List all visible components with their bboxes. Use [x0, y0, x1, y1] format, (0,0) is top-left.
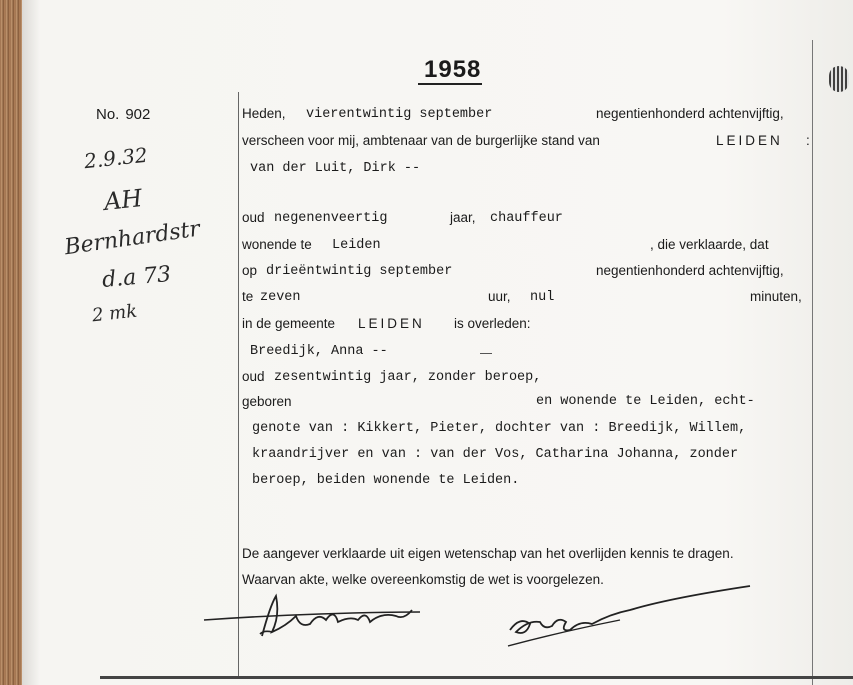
declarant-age: negenenveertig [274, 211, 388, 226]
margin-note-date: 2.9.32 [82, 142, 149, 174]
minuten-label: minuten, [750, 289, 802, 304]
margin-note-street: Bernhardstr [62, 216, 202, 261]
wonende-label: wonende te [242, 237, 312, 252]
margin-note-number: d.a 73 [101, 262, 173, 293]
book-edge [0, 0, 24, 685]
verklaarde-text: , die verklaarde, dat [650, 237, 769, 252]
detail-line-1: genote van : Kikkert, Pieter, dochter van : Breedijk, Willem, [252, 421, 747, 436]
gemeente-label: in de gemeente [242, 316, 336, 331]
declarant-signature [200, 586, 430, 646]
closing-statement-1: De aangever verklaarde uit eigen wetenschap van het overlijden kennis te dragen. [242, 546, 734, 561]
gemeente-city: LEIDEN [358, 316, 425, 331]
city-colon: : [806, 133, 810, 148]
oud-label-2: oud [242, 369, 265, 384]
filler-dash [480, 353, 492, 354]
death-hour: zeven [260, 290, 301, 305]
en-wonende-text: en wonende te Leiden, echt- [536, 394, 755, 409]
official-signature [500, 580, 760, 650]
bottom-rule [100, 676, 853, 679]
te-label: te [242, 289, 254, 304]
record-number [96, 106, 150, 123]
op-label: op [242, 263, 258, 278]
record-number-value: 902 [125, 106, 151, 123]
margin-note-extra: 2 mk [91, 300, 139, 327]
deceased-details: zesentwintig jaar, zonder beroep, [274, 370, 542, 385]
register-year: 1958 [424, 56, 482, 83]
right-margin-rule [812, 40, 813, 685]
verscheen-text: verscheen voor mij, ambtenaar van de burgerlijke stand van [242, 133, 600, 148]
overleden-label: is overleden: [454, 316, 531, 331]
year-underline [418, 83, 482, 85]
geboren-label: geboren [242, 394, 292, 409]
death-date: drieëntwintig september [266, 264, 453, 279]
detail-line-3: beroep, beiden wonende te Leiden. [252, 473, 520, 488]
declarant-occupation: chauffeur [490, 211, 563, 226]
closing-statement-2: Waarvan akte, welke overeenkomstig de wet is voorgelezen. [242, 572, 604, 587]
heden-label: Heden, [242, 106, 286, 121]
margin-note-initials: AH [102, 184, 144, 216]
declaration-year: negentienhonderd achtenvijftig, [596, 106, 784, 121]
declarant-residence: Leiden [332, 238, 381, 253]
city-name: LEIDEN [716, 133, 783, 148]
declarant-name: van der Luit, Dirk -- [250, 161, 421, 176]
oud-label: oud [242, 210, 265, 225]
record-number-label: No. [96, 106, 120, 123]
jaar-label: jaar, [450, 210, 476, 225]
binder-ring-icon [829, 66, 849, 92]
declaration-date: vierentwintig september [306, 107, 493, 122]
deceased-name: Breedijk, Anna -- [250, 344, 388, 359]
uur-label: uur, [488, 289, 511, 304]
death-minute: nul [530, 290, 555, 305]
detail-line-2: kraandrijver en van : van der Vos, Catharina Johanna, zonder [252, 447, 739, 462]
death-year: negentienhonderd achtenvijftig, [596, 263, 784, 278]
